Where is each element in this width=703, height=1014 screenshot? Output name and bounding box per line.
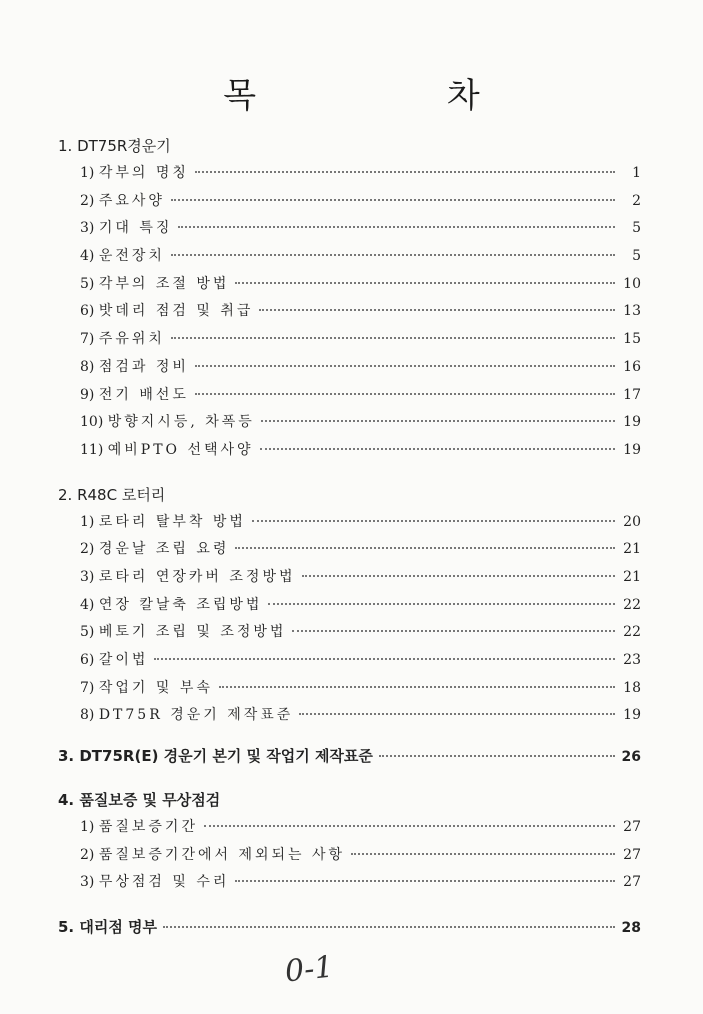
toc-section-2 xyxy=(0,481,703,731)
entry-label: 갈이법 xyxy=(98,652,149,668)
dot-leader xyxy=(171,254,615,256)
dot-leader xyxy=(195,393,615,395)
toc-entry xyxy=(0,647,703,675)
entry-page: 16 xyxy=(623,358,641,375)
entry-page: 1 xyxy=(632,165,641,181)
section-gap xyxy=(0,897,703,913)
entry-page: 15 xyxy=(623,331,641,348)
section-gap xyxy=(0,465,703,481)
toc-entry xyxy=(0,354,703,382)
entry-page: 10 xyxy=(623,275,641,292)
entry-page: 18 xyxy=(623,679,641,696)
entry-label: 밧데리 점검 및 취급 xyxy=(98,303,254,320)
dot-leader xyxy=(171,199,615,201)
entry-number: 4) xyxy=(80,596,95,613)
dot-leader xyxy=(268,603,615,605)
entry-number: 2) xyxy=(80,541,95,558)
entry-label: 각부의 명칭 xyxy=(98,165,189,181)
section-gap xyxy=(0,730,703,742)
entry-page: 17 xyxy=(623,386,641,403)
entry-label: 무상점검 및 수리 xyxy=(98,874,230,891)
entry-number: 1) xyxy=(80,819,95,836)
entry-label: 작업기 및 부속 xyxy=(98,679,213,696)
section-gap xyxy=(0,770,703,786)
toc-entry xyxy=(0,536,703,564)
toc-entry xyxy=(0,592,703,620)
entry-page: 5 xyxy=(632,248,641,265)
entry-number: 9) xyxy=(80,386,95,403)
entry-label: 예비PTO 선택사양 xyxy=(107,441,254,458)
toc-entry xyxy=(0,160,703,188)
dot-leader xyxy=(171,337,615,339)
section-heading: 1. DT75R경운기 xyxy=(58,137,171,155)
entry-number: 10) xyxy=(80,414,104,431)
entry-label: 운전장치 xyxy=(98,248,165,265)
toc-entry xyxy=(0,509,703,537)
entry-label: 방향지시등, 차폭등 xyxy=(107,414,255,431)
toc-section-4 xyxy=(0,786,703,897)
section-heading-label: 5. 대리점 명부 xyxy=(58,918,158,937)
entry-page: 22 xyxy=(623,596,641,613)
section-heading-label: 3. DT75R(E) 경운기 본기 및 작업기 제작표준 xyxy=(58,747,373,766)
section-heading: 2. R48C 로터리 xyxy=(58,485,166,504)
entry-number: 4) xyxy=(80,248,95,265)
dot-leader xyxy=(379,755,615,757)
entry-number: 6) xyxy=(80,303,95,320)
entry-page: 23 xyxy=(623,652,641,668)
entry-number: 2) xyxy=(80,192,95,209)
entry-page: 19 xyxy=(623,707,641,724)
dot-leader xyxy=(302,575,616,577)
entry-number: 7) xyxy=(80,331,95,348)
dot-leader xyxy=(235,282,615,284)
entry-page: 27 xyxy=(623,874,641,891)
entry-number: 5) xyxy=(80,624,95,641)
toc-entry xyxy=(0,298,703,326)
entry-label: 품질보증기간 xyxy=(98,819,198,836)
entry-page: 19 xyxy=(623,441,641,458)
toc-entry xyxy=(0,243,703,271)
toc-entry xyxy=(0,869,703,897)
dot-leader xyxy=(261,420,615,422)
dot-leader xyxy=(260,448,615,450)
section-heading: 4. 품질보증 및 무상점검 xyxy=(58,791,221,810)
entry-page: 2 xyxy=(632,192,641,209)
entry-number: 6) xyxy=(80,652,95,668)
entry-page: 27 xyxy=(623,819,641,836)
dot-leader xyxy=(299,713,615,715)
toc-entry xyxy=(0,188,703,216)
dot-leader xyxy=(195,171,615,173)
dot-leader xyxy=(235,547,615,549)
toc-entry xyxy=(0,564,703,592)
handwritten-page-mark: 0-1 xyxy=(283,949,336,990)
section-heading xyxy=(0,913,703,941)
entry-label: 품질보증기간에서 제외되는 사항 xyxy=(98,846,346,863)
toc-entry xyxy=(0,675,703,703)
toc-entry xyxy=(0,409,703,437)
dot-leader xyxy=(195,365,615,367)
entry-page: 5 xyxy=(632,220,641,237)
entry-page: 21 xyxy=(623,568,641,585)
toc-entry xyxy=(0,215,703,243)
toc-entry xyxy=(0,702,703,730)
entry-page: 13 xyxy=(623,303,641,320)
dot-leader xyxy=(178,226,615,228)
table-of-contents xyxy=(0,132,703,941)
entry-number: 3) xyxy=(80,874,95,891)
toc-section-3 xyxy=(0,742,703,770)
dot-leader xyxy=(235,880,615,882)
entry-number: 1) xyxy=(80,513,95,530)
toc-section-5 xyxy=(0,913,703,941)
toc-entry xyxy=(0,271,703,299)
toc-entry xyxy=(0,814,703,842)
section-heading xyxy=(0,742,703,770)
entry-label: 연장 칼날축 조립방법 xyxy=(98,596,263,613)
dot-leader xyxy=(351,853,615,855)
entry-label: 각부의 조절 방법 xyxy=(98,275,230,292)
dot-leader xyxy=(292,630,615,632)
dot-leader xyxy=(252,520,615,522)
entry-page: 22 xyxy=(623,624,641,641)
dot-leader xyxy=(154,658,615,660)
toc-entry xyxy=(0,619,703,647)
entry-label: 주유위치 xyxy=(98,331,165,348)
entry-label: 로타리 탈부착 방법 xyxy=(98,513,246,530)
entry-label: 베토기 조립 및 조정방법 xyxy=(98,624,287,641)
entry-number: 3) xyxy=(80,568,95,585)
entry-number: 5) xyxy=(80,275,95,292)
entry-page: 26 xyxy=(621,749,641,766)
dot-leader xyxy=(219,686,615,688)
dot-leader xyxy=(204,825,615,827)
dot-leader xyxy=(259,309,615,311)
toc-entry xyxy=(0,437,703,465)
toc-entry xyxy=(0,326,703,354)
entry-label: 기대 특징 xyxy=(98,220,173,237)
entry-number: 11) xyxy=(80,441,104,458)
entry-page: 21 xyxy=(623,541,641,558)
dot-leader xyxy=(163,926,615,928)
entry-label: 주요사양 xyxy=(98,192,165,209)
entry-label: 로타리 연장카버 조정방법 xyxy=(98,568,296,585)
entry-page: 27 xyxy=(623,846,641,863)
toc-section-1 xyxy=(0,132,703,465)
toc-entry xyxy=(0,842,703,870)
entry-number: 8) xyxy=(80,707,95,724)
entry-number: 8) xyxy=(80,358,95,375)
entry-page: 20 xyxy=(623,513,641,530)
entry-number: 1) xyxy=(80,165,95,181)
entry-number: 2) xyxy=(80,846,95,863)
toc-entry xyxy=(0,382,703,410)
entry-label: DT75R 경운기 제작표준 xyxy=(98,707,294,724)
entry-label: 점검과 정비 xyxy=(98,358,189,375)
entry-number: 7) xyxy=(80,679,95,696)
entry-label: 경운날 조립 요령 xyxy=(98,541,230,558)
entry-page: 28 xyxy=(621,920,641,937)
page-title: 목 차 xyxy=(223,76,570,116)
entry-number: 3) xyxy=(80,220,95,237)
entry-label: 전기 배선도 xyxy=(98,386,189,403)
entry-page: 19 xyxy=(623,414,641,431)
